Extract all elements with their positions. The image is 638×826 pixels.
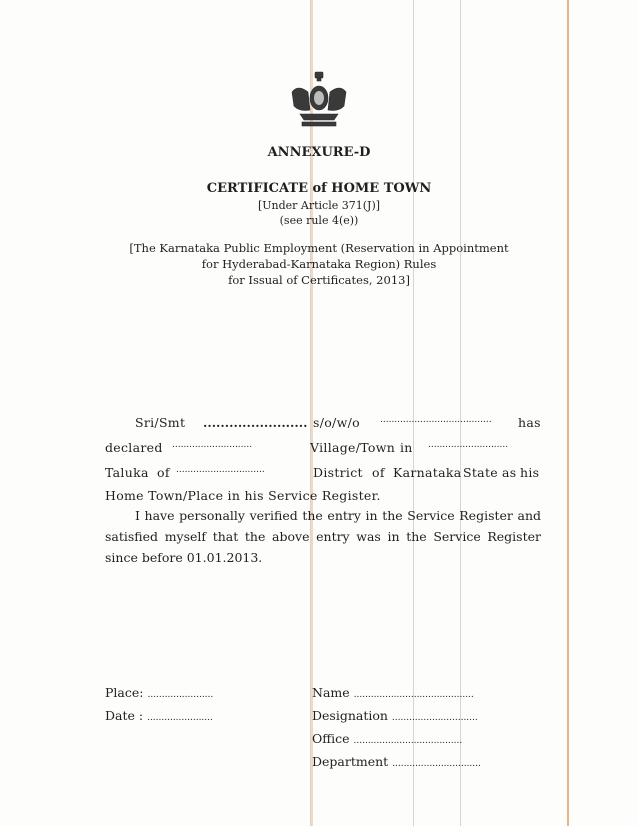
- office-label: Office: [312, 731, 350, 746]
- name-blank: ........................: [203, 415, 308, 430]
- has-label: has: [518, 415, 541, 430]
- certificate-title: CERTIFICATE of HOME TOWN: [206, 181, 432, 196]
- name-blank: ..........................................: [353, 690, 474, 700]
- as-label: as: [502, 465, 517, 480]
- designation-label: Designation: [312, 708, 388, 723]
- taluka-label: Taluka: [105, 465, 149, 480]
- place-field: [105, 685, 213, 700]
- date-field: [105, 708, 213, 723]
- place-label: Place:: [105, 685, 144, 700]
- rules-line: for Hyderabad-Karnataka Region) Rules: [201, 257, 437, 271]
- form-line-4: [105, 488, 381, 503]
- date-label: Date :: [105, 708, 144, 723]
- place-blank: .......................: [147, 690, 214, 700]
- karnataka-label: Karnataka: [393, 465, 462, 480]
- relation-blank: .......................................: [380, 415, 492, 425]
- annexure-title: ANNEXURE-D: [267, 145, 371, 160]
- department-label: Department: [312, 754, 389, 769]
- his-label: his: [520, 465, 540, 480]
- in-label: in: [400, 440, 413, 455]
- village-blank: ............................: [428, 440, 509, 450]
- karnataka-emblem-icon: [288, 70, 350, 130]
- designation-blank: ..............................: [391, 713, 478, 723]
- declared-label: declared: [105, 440, 163, 455]
- district-label: District: [313, 465, 363, 480]
- page-edge-line: [567, 0, 569, 826]
- department-blank: ...............................: [392, 759, 481, 769]
- sri-smt-label: Sri/Smt: [135, 415, 186, 430]
- article-reference: [Under Article 371(J)]: [257, 199, 381, 212]
- name-label: Name: [312, 685, 350, 700]
- rules-line: [The Karnataka Public Employment (Reservation in Appointment: [129, 241, 509, 255]
- scan-line: [460, 0, 461, 826]
- date-blank: .......................: [147, 713, 213, 723]
- name-field: [312, 685, 474, 700]
- relation-label: s/o/w/o: [313, 415, 360, 430]
- department-field: [312, 754, 481, 769]
- rule-reference: (see rule 4(e)): [279, 214, 359, 227]
- state-label: State: [463, 465, 498, 480]
- designation-field: [312, 708, 478, 723]
- verification-paragraph: I have personally verified the entry in the Service Register and satisfied myself that the above entry was in the Service Register since before 01.01.2013.: [105, 508, 541, 565]
- rules-citation: [0, 240, 638, 288]
- office-blank: ......................................: [353, 736, 463, 746]
- village-town-label: Village/Town: [310, 440, 396, 455]
- office-field: [312, 731, 462, 746]
- declared-blank: ............................: [172, 440, 253, 450]
- rules-line: for Issual of Certificates, 2013]: [228, 273, 410, 287]
- scan-line: [413, 0, 414, 826]
- of-label: of: [157, 465, 170, 480]
- home-town-text: Home Town/Place in his Service Register.: [105, 488, 381, 503]
- taluka-blank: ...............................: [176, 465, 265, 475]
- of-label: of: [372, 465, 385, 480]
